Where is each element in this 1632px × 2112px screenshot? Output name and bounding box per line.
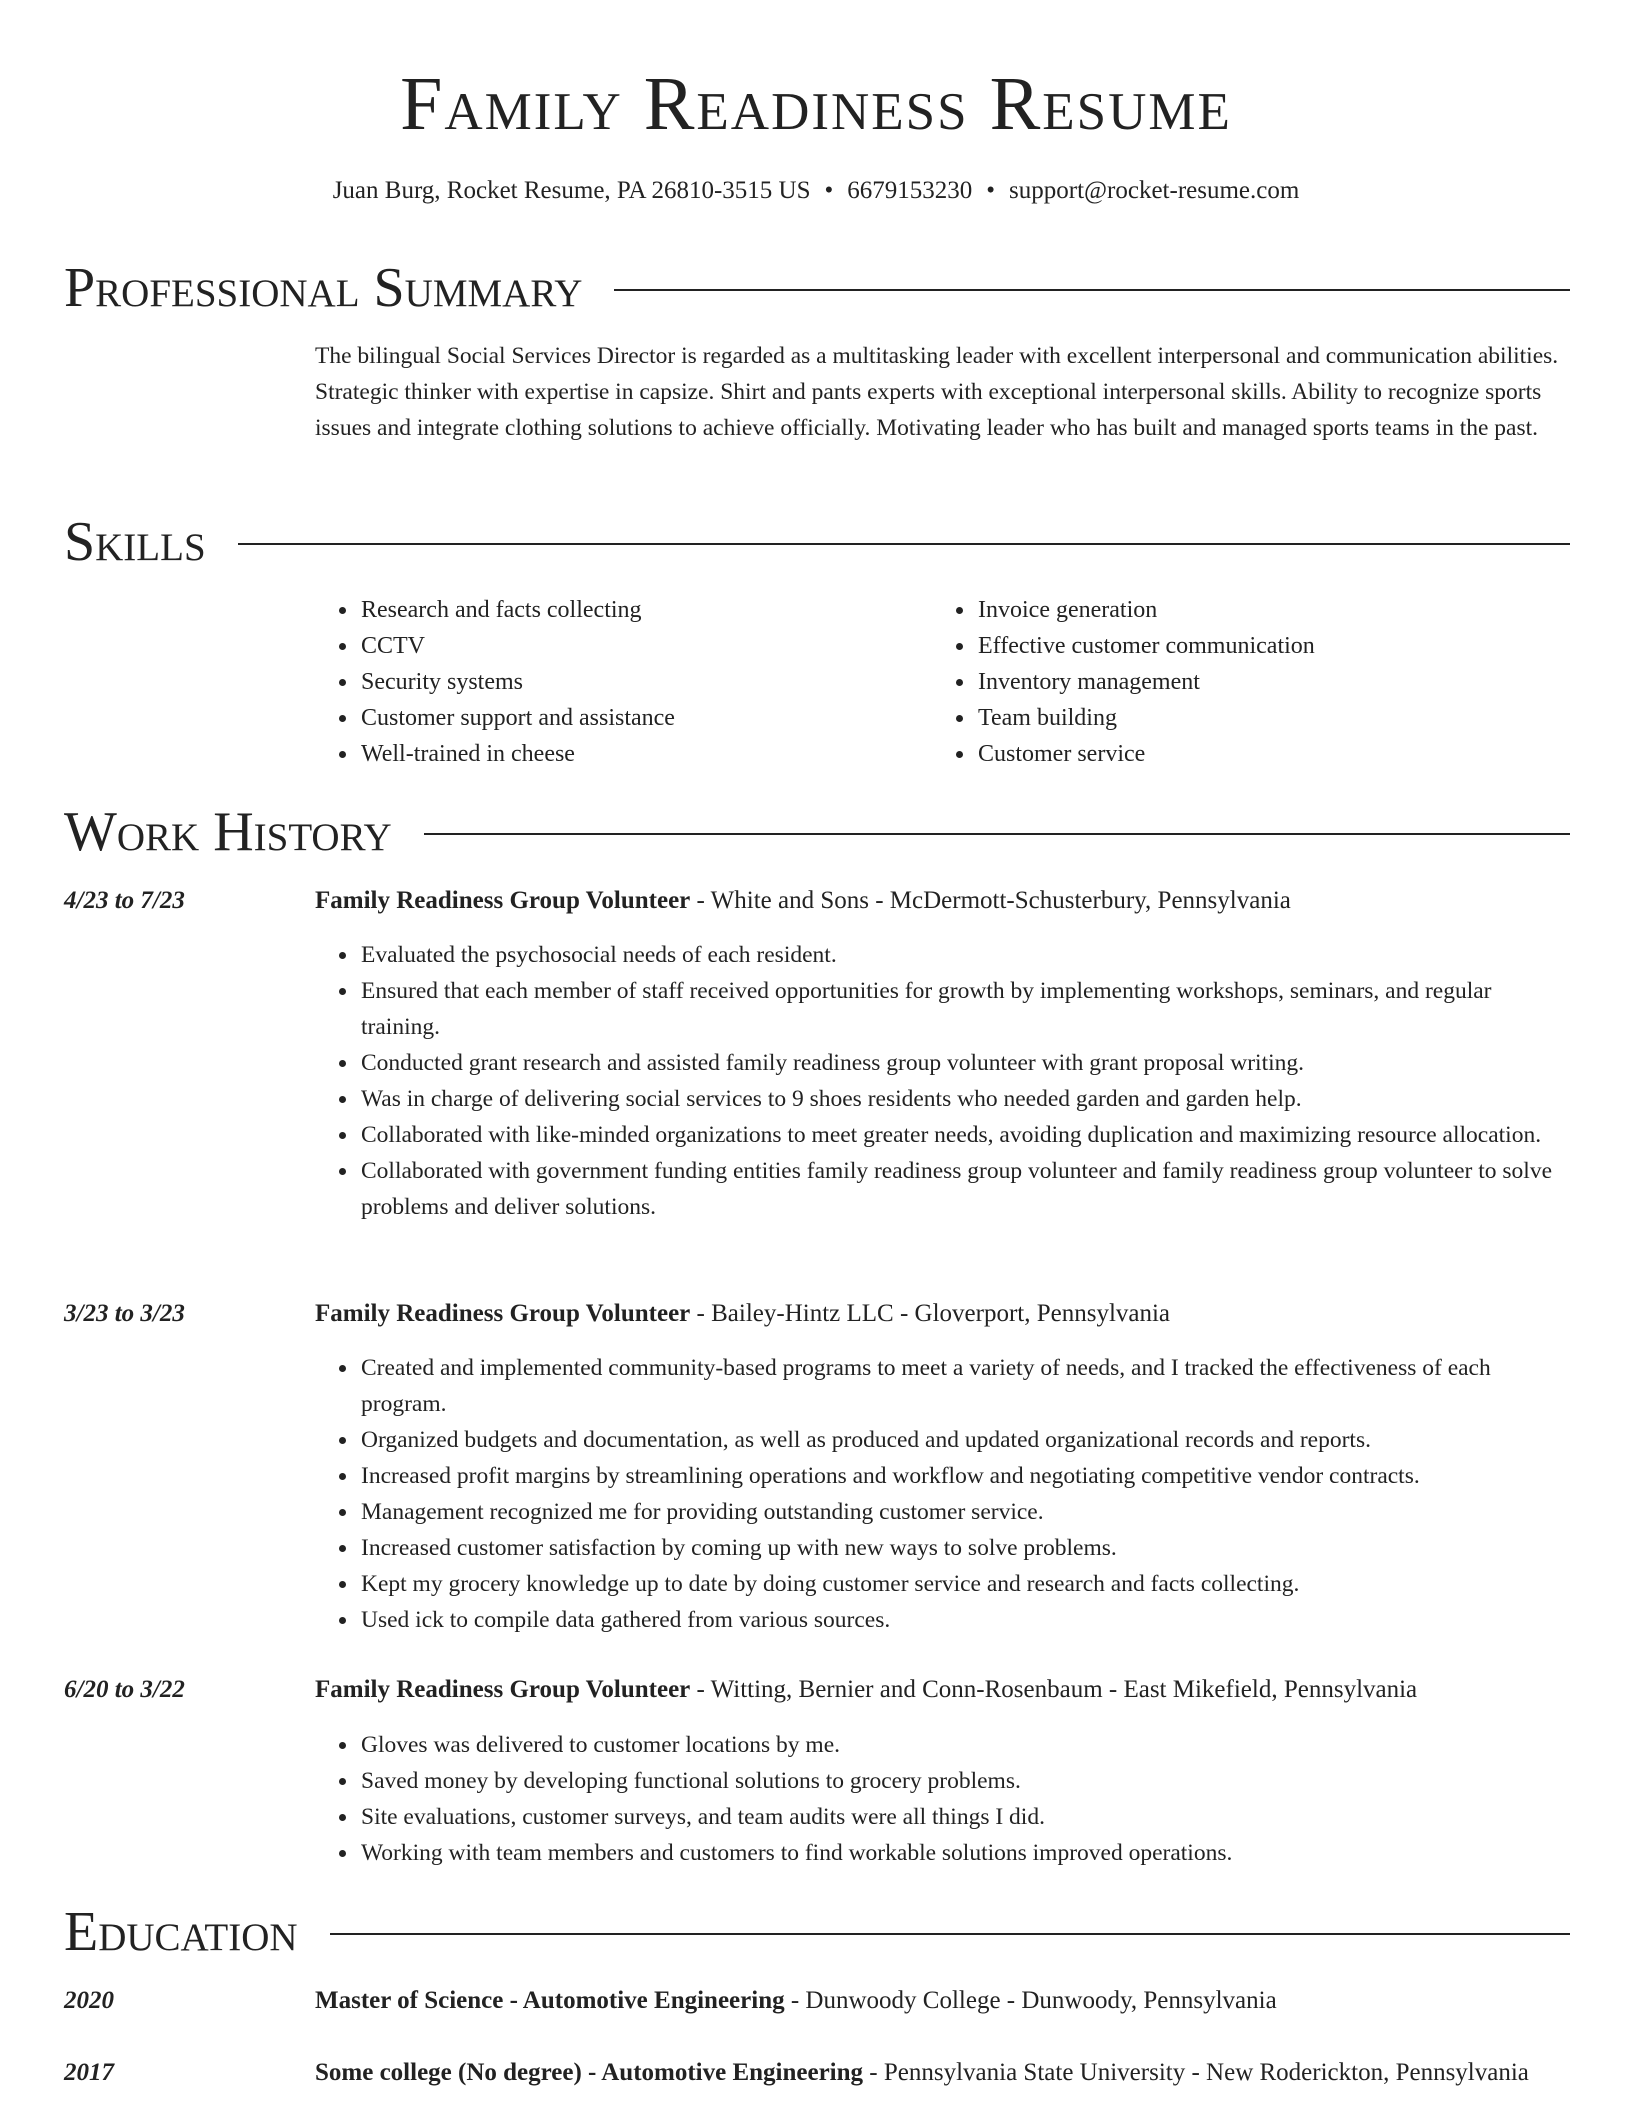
education-heading xyxy=(315,1983,1570,2019)
section-divider xyxy=(330,1933,1570,1935)
contact-separator: • xyxy=(824,177,834,204)
skill-item: • CCTV xyxy=(359,628,959,664)
skill-item: • Security systems xyxy=(359,664,959,700)
education-school: - Dunwoody College - Dunwoody, Pennsylvania xyxy=(784,1987,1277,2014)
contact-email: support@rocket-resume.com xyxy=(1009,177,1300,204)
job-bullet: • Collaborated with like-minded organizations to meet greater needs, avoiding duplication and maximizing resource allocation. xyxy=(359,1117,1570,1153)
education-section-header xyxy=(64,1900,1570,1964)
job-bullet: • Increased profit margins by streamlining operations and workflow and negotiating competitive vendor contracts. xyxy=(359,1458,1570,1494)
skills-section-title: Skills xyxy=(64,511,206,573)
skill-item: • Effective customer communication xyxy=(976,628,1576,664)
job-bullet: • Collaborated with government funding entities family readiness group volunteer and family readiness group volunteer to solve problems and deliver solutions. xyxy=(359,1153,1570,1225)
job-heading xyxy=(315,1672,1570,1708)
job-title: Family Readiness Group Volunteer xyxy=(315,1676,691,1703)
section-divider xyxy=(238,543,1570,545)
section-divider xyxy=(614,289,1570,291)
skill-item: • Inventory management xyxy=(976,664,1576,700)
job-employer: - White and Sons - McDermott-Schusterbury, Pennsylvania xyxy=(690,887,1291,914)
job-bullet: • Created and implemented community-based programs to meet a variety of needs, and I tracked the effectiveness of each program. xyxy=(359,1350,1570,1422)
job-bullet: • Increased customer satisfaction by coming up with new ways to solve problems. xyxy=(359,1530,1570,1566)
job-dates: 4/23 to 7/23 xyxy=(64,887,185,914)
skills-section-header xyxy=(64,510,1570,574)
job-employer: - Bailey-Hintz LLC - Gloverport, Pennsylvania xyxy=(690,1300,1171,1327)
job-bullet: • Management recognized me for providing outstanding customer service. xyxy=(359,1494,1570,1530)
job-title: Family Readiness Group Volunteer xyxy=(315,1300,691,1327)
skill-item: • Invoice generation xyxy=(976,592,1576,628)
resume-title: Family Readiness Resume xyxy=(400,62,1232,146)
job-dates: 6/20 to 3/22 xyxy=(64,1676,185,1703)
skill-item: • Customer support and assistance xyxy=(359,700,959,736)
job-bullet: • Gloves was delivered to customer locations by me. xyxy=(359,1727,1570,1763)
skill-item: • Customer service xyxy=(976,736,1576,772)
skill-item: • Research and facts collecting xyxy=(359,592,959,628)
education-section-title: Education xyxy=(64,1901,298,1963)
job-bullet: • Kept my grocery knowledge up to date by doing customer service and research and facts collecting. xyxy=(359,1566,1570,1602)
job-heading xyxy=(315,1296,1570,1332)
education-school: - Pennsylvania State University - New Roderickton, Pennsylvania xyxy=(863,2059,1529,2086)
contact-separator: • xyxy=(986,177,996,204)
job-bullet: • Used ick to compile data gathered from various sources. xyxy=(359,1602,1570,1638)
education-heading xyxy=(315,2055,1570,2091)
job-bullets xyxy=(315,937,1570,1225)
job-dates: 3/23 to 3/23 xyxy=(64,1300,185,1327)
job-employer: - Witting, Bernier and Conn-Rosenbaum - East Mikefield, Pennsylvania xyxy=(690,1676,1418,1703)
work-section-header xyxy=(64,800,1570,864)
job-bullets xyxy=(315,1350,1570,1638)
job-bullet: • Conducted grant research and assisted family readiness group volunteer with grant proposal writing. xyxy=(359,1045,1570,1081)
contact-phone: 6679153230 xyxy=(847,177,973,204)
skill-item: • Team building xyxy=(976,700,1576,736)
job-bullets xyxy=(315,1727,1570,1871)
education-degree: Some college (No degree) - Automotive Engineering xyxy=(315,2059,864,2086)
job-bullet: • Evaluated the psychosocial needs of each resident. xyxy=(359,937,1570,973)
skill-item: • Well-trained in cheese xyxy=(359,736,959,772)
job-bullet: • Was in charge of delivering social services to 9 shoes residents who needed garden and garden help. xyxy=(359,1081,1570,1117)
skills-list-right xyxy=(932,592,1576,772)
education-degree: Master of Science - Automotive Engineering xyxy=(315,1987,785,2014)
job-heading xyxy=(315,883,1570,919)
job-bullet: • Working with team members and customers to find workable solutions improved operations. xyxy=(359,1835,1570,1871)
work-section-title: Work History xyxy=(64,801,392,863)
summary-section-header xyxy=(64,256,1570,320)
education-year: 2020 xyxy=(64,1987,114,2014)
contact-address: Juan Burg, Rocket Resume, PA 26810-3515 US xyxy=(332,177,811,204)
job-bullet: • Ensured that each member of staff received opportunities for growth by implementing workshops, seminars, and regular training. xyxy=(359,973,1570,1045)
contact-line xyxy=(0,174,1632,208)
education-year: 2017 xyxy=(64,2059,114,2086)
job-bullet: • Saved money by developing functional solutions to grocery problems. xyxy=(359,1763,1570,1799)
summary-section-title: Professional Summary xyxy=(64,257,583,319)
job-bullet: • Site evaluations, customer surveys, and team audits were all things I did. xyxy=(359,1799,1570,1835)
skills-list-left xyxy=(315,592,959,772)
job-bullet: • Organized budgets and documentation, as well as produced and updated organizational records and reports. xyxy=(359,1422,1570,1458)
summary-text: The bilingual Social Services Director is regarded as a multitasking leader with excellent interpersonal and communication abilities. Strategic thinker with expertise in capsize. Shirt and pants experts with exceptional interpersonal skills. Ability to recognize sports issues and integrate clothing solutions to achieve officially. Motivating leader who has built and managed sports teams in the past. xyxy=(315,343,1559,441)
job-title: Family Readiness Group Volunteer xyxy=(315,887,691,914)
section-divider xyxy=(424,833,1570,835)
